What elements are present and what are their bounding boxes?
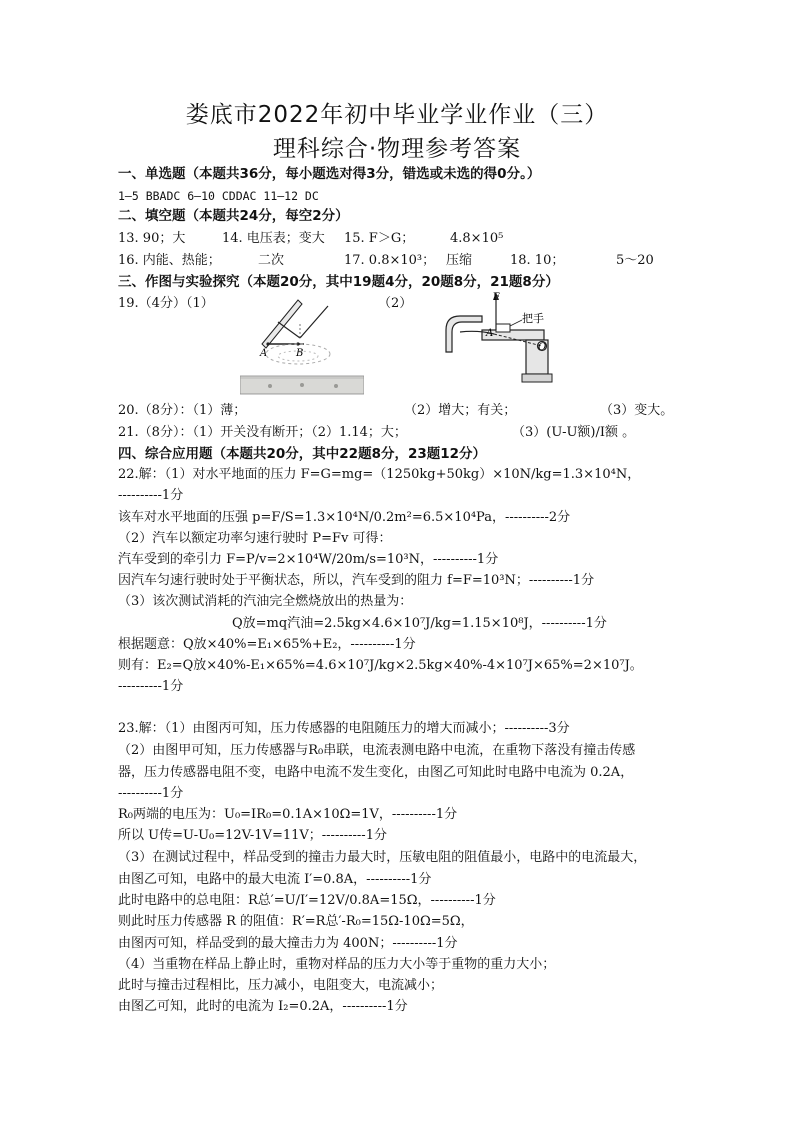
answer-20-part2: （2）增大；有关；	[404, 403, 517, 418]
answer-20-part1: 20.（8分）：（1）薄；	[118, 403, 247, 418]
answer-21-part3: （3）(U-U额)/I额 。	[512, 425, 636, 440]
answer-15: 15. F＞G；	[344, 231, 415, 246]
q23-line-3: 器，压力传感器电阻不变，电路中电流不发生变化，由图乙可知此时电路中电流为 0.2A，	[118, 765, 634, 780]
faucet-lever-figure	[438, 290, 558, 390]
q22-line-2: ----------1分	[118, 488, 184, 503]
mirror-reflection-figure	[240, 292, 364, 400]
answer-19-part2-label: （2）	[378, 296, 413, 311]
q22-line-5: 汽车受到的牵引力 F=P/v=2×10⁴W/20m/s=10³N，----------1分	[118, 552, 499, 567]
answer-18-value: 5～20	[616, 253, 654, 268]
section-1-header: 一、单选题（本题共36分，每小题选对得3分，错选或未选的得0分。）	[118, 166, 541, 182]
q22-line-3: 该车对水平地面的压强 p=F/S=1.3×10⁴N/0.2m²=6.5×10⁴Pa，----------2分	[118, 510, 571, 525]
q23-line-14: 由图乙可知，此时的电流为 I₂=0.2A，----------1分	[118, 999, 408, 1014]
q23-line-11: 由图丙可知，样品受到的最大撞击力为 400N；----------1分	[118, 936, 458, 951]
point-a-label: A	[260, 348, 268, 359]
q22-line-1: 22.解：（1）对水平地面的压力 F=G=mg=（1250kg+50kg）×10N/kg=1.3×10⁴N，	[118, 467, 641, 482]
q23-line-9: 此时电路中的总电阻：R总′=U/I′=12V/0.8A=15Ω，----------1分	[118, 893, 496, 908]
q23-line-5: R₀两端的电压为：U₀=IR₀=0.1A×10Ω=1V，----------1分	[118, 807, 458, 822]
q22-line-10: 则有：E₂=Q放×40%-E₁×65%=4.6×10⁷J/kg×2.5kg×40%-4×10⁷J×65%=2×10⁷J。	[118, 658, 643, 673]
q23-line-13: 此时与撞击过程相比，压力减小，电阻变大，电流减小；	[118, 978, 444, 993]
answer-16-value: 二次	[258, 253, 285, 268]
answer-15-value: 4.8×10⁵	[450, 231, 504, 246]
answer-14: 14. 电压表；变大	[222, 231, 325, 246]
q23-line-4: ----------1分	[118, 786, 184, 801]
answer-13: 13. 90；大	[118, 231, 186, 246]
q22-line-6: 因汽车匀速行驶时处于平衡状态，所以，汽车受到的阻力 f=F=10³N；----------1分	[118, 573, 595, 588]
q23-line-8: 由图乙可知，电路中的最大电流 I′=0.8A，----------1分	[118, 872, 432, 887]
q22-line-11: ----------1分	[118, 679, 184, 694]
q23-line-12: （4）当重物在样品上静止时，重物对样品的压力大小等于重物的重力大小；	[118, 957, 556, 972]
answer-18: 18. 10；	[510, 253, 565, 268]
q23-line-7: （3）在测试过程中，样品受到的撞击力最大时，压敏电阻的阻值最小，电路中的电流最大，	[118, 850, 647, 865]
section-1-answers: 1—5 BBADC 6—10 CDDAC 11—12 DC	[118, 189, 319, 203]
page-subtitle: 理科综合·物理参考答案	[272, 136, 522, 162]
q22-line-7: （3）该次测试消耗的汽油完全燃烧放出的热量为：	[118, 594, 413, 609]
q23-line-6: 所以 U传=U-U₀=12V-1V=11V；----------1分	[118, 828, 387, 843]
answer-16: 16. 内能、热能；	[118, 253, 221, 268]
answer-20-part3: （3）变大。	[600, 403, 674, 418]
answer-17: 17. 0.8×10³；	[344, 253, 436, 268]
section-2-header: 二、填空题（本题共24分，每空2分）	[118, 208, 349, 224]
section-4-header: 四、综合应用题（本题共20分，其中22题8分，23题12分）	[118, 446, 487, 462]
point-a-label: A	[486, 328, 494, 339]
q23-line-10: 则此时压力传感器 R 的阻值：R′=R总′-R₀=15Ω-10Ω=5Ω，	[118, 914, 474, 929]
answer-21-part1: 21.（8分）：（1）开关没有断开；（2）1.14；大；	[118, 425, 407, 440]
q22-line-9: 根据题意：Q放×40%=E₁×65%+E₂，----------1分	[118, 637, 416, 652]
q22-line-4: （2）汽车以额定功率匀速行驶时 P=Fv 可得：	[118, 531, 392, 546]
point-b-label: B	[296, 348, 304, 359]
q23-line-1: 23.解：（1）由图丙可知，压力传感器的电阻随压力的增大而减小；----------3分	[118, 721, 570, 736]
answer-19-label: 19.（4分）（1）	[118, 296, 214, 311]
q22-line-8: Q放=mq汽油=2.5kg×4.6×10⁷J/kg=1.15×10⁸J，----------1分	[232, 616, 607, 631]
pivot-o-label: O	[538, 342, 547, 353]
section-3-header: 三、作图与实验探究（本题20分，其中19题4分，20题8分，21题8分）	[118, 274, 559, 290]
q23-line-2: （2）由图甲可知，压力传感器与R₀串联，电流表测电路中电流，在重物下落没有撞击传感	[118, 743, 636, 758]
force-f-label: F	[493, 292, 500, 303]
page-title: 娄底市2022年初中毕业学业作业（三）	[185, 102, 609, 128]
answer-17-value: 压缩	[446, 253, 473, 268]
handle-label: 把手	[522, 312, 544, 325]
